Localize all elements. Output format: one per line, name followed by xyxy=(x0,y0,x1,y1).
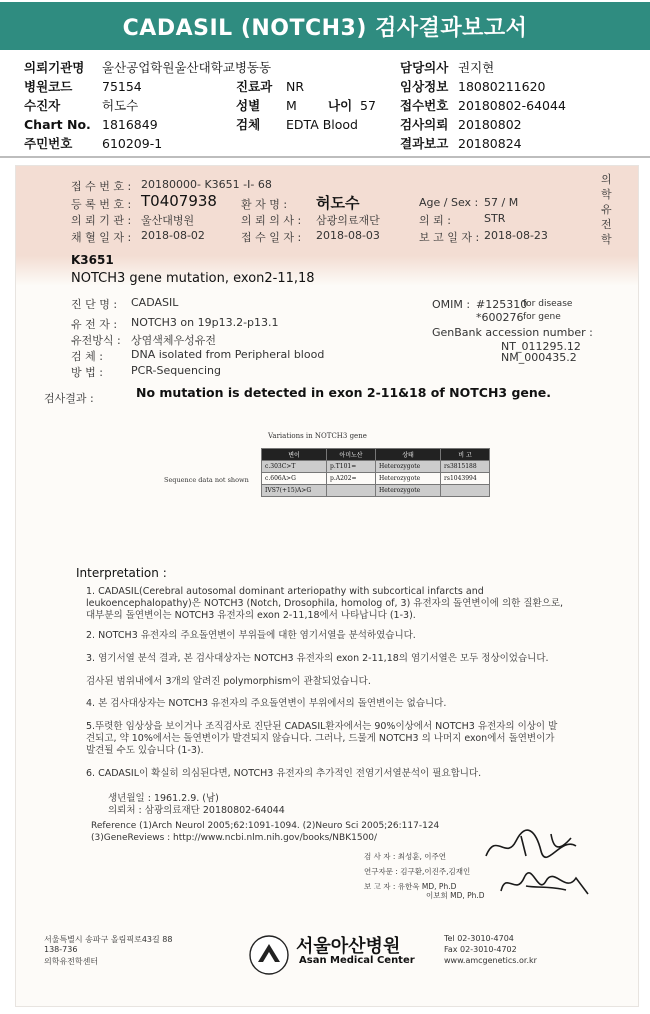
patient-value: 허도수 xyxy=(102,98,139,113)
col-status: 상태 xyxy=(376,449,441,461)
accession-label: 접 수 번 호 : xyxy=(71,180,132,193)
omim-disease: #125310 xyxy=(476,298,528,311)
col-note: 비 고 xyxy=(441,449,490,461)
institution-label: 의뢰기관명 xyxy=(24,60,85,75)
test-name: NOTCH3 gene mutation, exon2-11,18 xyxy=(71,271,315,286)
ordering-inst-value: 울산대병원 xyxy=(141,214,195,227)
gene-label: 유 전 자 : xyxy=(71,318,118,331)
request-dept-label: 의 뢰 : xyxy=(419,214,451,227)
method-label: 방 법 : xyxy=(71,366,103,379)
col-variant: 변이 xyxy=(262,449,327,461)
interp-3: 3. 염기서열 분석 결과, 본 검사대상자는 NOTCH3 유전자의 exon 2-11,18의 염기서열은 모두 정상이었습니다. xyxy=(86,653,549,664)
age-label: 나이 xyxy=(328,98,353,113)
sample-label: 검 체 : xyxy=(71,350,103,363)
table-row: IVS7(+15)A>G Heterozygote xyxy=(262,485,490,497)
physician-value: 권지현 xyxy=(458,60,495,75)
advisors: 연구자문 : 김구환,이진주,김재인 xyxy=(364,867,471,876)
report-date-value: 20180824 xyxy=(458,136,522,151)
sample-value: DNA isolated from Peripheral blood xyxy=(131,348,325,361)
header-col1 xyxy=(24,58,271,153)
report-date-doc-value: 2018-08-23 xyxy=(484,229,548,242)
address-line1: 서울특별시 송파구 올림픽로43길 88 xyxy=(44,935,173,944)
dept-value: NR xyxy=(286,79,305,94)
reporter-2: 이보희 MD, Ph.D xyxy=(426,891,485,900)
table-row: c.303C>T p.T101= Heterozygote rs3815188 xyxy=(262,461,490,473)
interp-5: 5.뚜렷한 임상상을 보이거나 조직검사로 진단된 CADASIL환자에서는 90%이상에서 NOTCH3 유전자의 이상이 발견되고, 약 10%에서는 돌연변이가 발견되지 않습니다. 그러나, 드물게 NOTCH3 의 나머지 exon에서 돌연변이가 발견될 수도 있습니다 (1-3). xyxy=(86,721,558,756)
institution-value: 울산공업학원울산대학교병동동 xyxy=(102,60,272,75)
reg-value: T0407938 xyxy=(141,192,217,210)
header-divider xyxy=(0,156,650,158)
tester: 검 사 자 : 최성훈, 이주연 xyxy=(364,852,447,861)
genbank-nt: NT_011295.12 xyxy=(501,340,581,353)
request-date-label: 검사의뢰 xyxy=(400,117,449,132)
physician-label: 담당의사 xyxy=(400,60,449,75)
receipt-no-label: 접수번호 xyxy=(400,98,449,113)
test-code: K3651 xyxy=(71,253,114,267)
inheritance-value: 상염색체우성유전 xyxy=(131,334,217,347)
hospital-code-label: 병원코드 xyxy=(24,79,73,94)
header-col3 xyxy=(400,58,566,153)
recv-date-label: 접 수 일 자 : xyxy=(241,231,302,244)
patient-name-label: 환 자 명 : xyxy=(241,198,288,211)
gene-value: NOTCH3 on 19p13.2-p13.1 xyxy=(131,316,279,329)
report-date-doc-label: 보 고 일 자 : xyxy=(419,231,480,244)
patient-name-value: 허도수 xyxy=(316,194,360,212)
signature-2 xyxy=(496,866,596,902)
tel: Tel 02-3010-4704 xyxy=(444,934,514,943)
birth-date: 생년월일 : 1961.2.9. (남) xyxy=(108,793,219,804)
result-text: No mutation is detected in exon 2-11&18 of NOTCH3 gene. xyxy=(136,385,552,400)
inheritance-label: 유전방식 : xyxy=(71,334,121,347)
report-title: CADASIL (NOTCH3) 검사결과보고서 xyxy=(0,2,650,50)
reference: Reference (1)Arch Neurol 2005;62:1091-1094. (2)Neuro Sci 2005;26:117-124 (3)GeneReviews : http://www.ncbi.nlm.nih.gov/books/NBK1500/ xyxy=(91,821,440,843)
patient-label: 수진자 xyxy=(24,98,61,113)
sex-label: 성별 xyxy=(236,98,261,113)
interp-2: 2. NOTCH3 유전자의 주요돌연변이 부위들에 대한 염기서열을 분석하였습니다. xyxy=(86,630,416,641)
asan-logo-icon xyxy=(248,934,290,976)
omim-disease-note: for disease xyxy=(523,299,573,309)
draw-date-label: 채 혈 일 자 : xyxy=(71,231,132,244)
ordering-inst-label: 의 뢰 기 관 : xyxy=(71,214,132,227)
ordering-doctor-value: 삼광의료재단 xyxy=(316,214,380,227)
specimen-value: EDTA Blood xyxy=(286,117,358,132)
omim-label: OMIM : xyxy=(432,298,471,311)
specimen-label: 검체 xyxy=(236,117,261,132)
address-line2: 138-736 xyxy=(44,945,78,954)
omim-gene-note: for gene xyxy=(523,312,561,322)
receipt-no-value: 20180802-64044 xyxy=(458,98,566,113)
variations-title: Variations in NOTCH3 gene xyxy=(268,432,367,440)
hospital-name-en: Asan Medical Center xyxy=(299,955,415,966)
diagnosis-label: 진 단 명 : xyxy=(71,298,118,311)
variations-table xyxy=(261,448,490,497)
sex-value: M xyxy=(286,98,297,113)
reg-label: 등 록 번 호 : xyxy=(71,198,132,211)
interp-6: 6. CADASIL이 확실히 의심된다면, NOTCH3 유전자의 추가적인 전염기서열분석이 필요합니다. xyxy=(86,768,482,779)
hospital-name-kr: 서울아산병원 xyxy=(296,936,401,957)
ordering-doctor-label: 의 뢰 의 사 : xyxy=(241,214,302,227)
sequence-note: Sequence data not shown xyxy=(164,476,249,484)
referrer: 의뢰처 : 삼광의료재단 20180802-64044 xyxy=(108,805,285,816)
interp-1: 1. CADASIL(Cerebral autosomal dominant arteriopathy with subcortical infarcts and leukoencephalopathy)은 NOTCH3 (Notch, Drosophila, homolog of, 3) 유전자의 돌연변이에 의한 질환으로, 대부분의 돌연변이는 NOTCH3 유전자의 exon 2-11,18에서 나타납니다 (1-3). xyxy=(86,586,564,621)
rrn-value: 610209-1 xyxy=(102,136,163,151)
table-row: c.606A>G p.A202= Heterozygote rs1043994 xyxy=(262,473,490,485)
agesex-value: 57 / M xyxy=(484,196,519,209)
agesex-label: Age / Sex : xyxy=(419,196,479,209)
chart-no-value: 1816849 xyxy=(102,117,158,132)
clinical-info-label: 임상정보 xyxy=(400,79,449,94)
interp-4: 4. 본 검사대상자는 NOTCH3 유전자의 주요돌연변이 부위에서의 돌연변이는 없습니다. xyxy=(86,698,447,709)
request-date-value: 20180802 xyxy=(458,117,522,132)
method-value: PCR-Sequencing xyxy=(131,364,221,377)
address-line3: 의학유전학센터 xyxy=(44,957,99,966)
recv-date-value: 2018-08-03 xyxy=(316,229,380,242)
dept-label: 진료과 xyxy=(236,79,273,94)
result-label: 검사결과 : xyxy=(44,392,94,405)
header-col2 xyxy=(236,77,376,134)
genbank-nm: NM_000435.2 xyxy=(501,351,577,364)
side-label: 의학유전학 xyxy=(601,173,612,246)
scanned-report xyxy=(15,165,639,1007)
interpretation-title: Interpretation : xyxy=(76,566,167,580)
genbank-label: GenBank accession number : xyxy=(432,326,593,339)
signature-1 xyxy=(481,826,591,866)
report-date-label: 결과보고 xyxy=(400,136,449,151)
diagnosis-value: CADASIL xyxy=(131,296,179,309)
draw-date-value: 2018-08-02 xyxy=(141,229,205,242)
accession-value: 20180000- K3651 -I- 68 xyxy=(141,178,272,191)
age-value: 57 xyxy=(360,98,376,113)
website: www.amcgenetics.or.kr xyxy=(444,956,537,965)
request-dept-value: STR xyxy=(484,212,506,225)
omim-gene: *600276 xyxy=(476,311,524,324)
rrn-label: 주민번호 xyxy=(24,136,73,151)
chart-no-label: Chart No. xyxy=(24,117,91,132)
col-aa: 아미노산 xyxy=(327,449,376,461)
clinical-info-value: 18080211620 xyxy=(458,79,546,94)
fax: Fax 02-3010-4702 xyxy=(444,945,517,954)
interp-3b: 검사된 범위내에서 3개의 알려진 polymorphism이 관찰되었습니다. xyxy=(86,676,371,687)
hospital-code-value: 75154 xyxy=(102,79,142,94)
reporter: 보 고 자 : 유한욱 MD, Ph.D xyxy=(364,882,457,891)
